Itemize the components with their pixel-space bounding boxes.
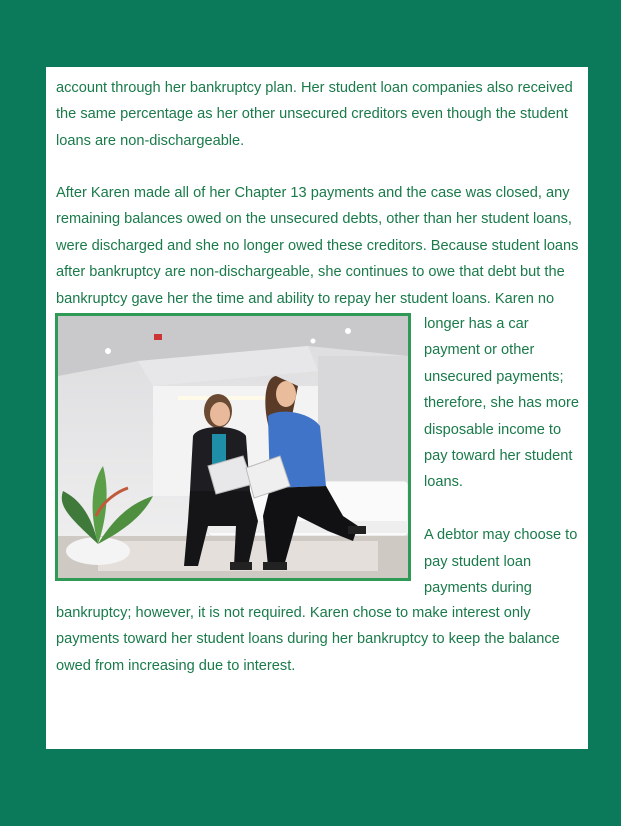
paragraph-1-line: loans are non-dischargeable.: [56, 132, 245, 149]
side-text-line: disposable income to: [424, 421, 562, 438]
right-edge-strip: [621, 0, 638, 826]
side-text-column: [424, 311, 579, 601]
two-women-reviewing-documents-photo: [55, 313, 411, 581]
photo-illustration: [58, 316, 408, 578]
side-text-line: payment or other: [424, 342, 535, 359]
side-text-line: A debtor may choose to: [424, 527, 578, 544]
paragraph-2-line: after bankruptcy are non-dischargeable, she continues to owe that debt but the: [56, 264, 565, 281]
paragraph-2-line: After Karen made all of her Chapter 13 payments and the case was closed, any: [56, 185, 570, 201]
paragraph-3-line: owed from increasing due to interest.: [56, 657, 296, 674]
paragraph-1: [56, 75, 584, 154]
paragraph-3-line: bankruptcy; however, it is not required. Karen chose to make interest only: [56, 605, 531, 621]
side-text-line: longer has a car: [424, 316, 529, 332]
paragraph-1-line: account through her bankruptcy plan. Her student loan companies also received: [56, 80, 573, 96]
side-text-line: loans.: [424, 474, 463, 491]
paragraph-1-line: the same percentage as her other unsecured creditors even though the student: [56, 106, 568, 123]
document-page: [46, 67, 588, 749]
side-text-line: unsecured payments;: [424, 368, 564, 385]
side-text-blank: [424, 496, 579, 522]
side-text-line: pay toward her student: [424, 447, 573, 464]
paragraph-2: [56, 180, 584, 312]
side-text-line: pay student loan: [424, 553, 532, 570]
paragraph-2-line: were discharged and she no longer owed these creditors. Because student loans: [56, 237, 579, 254]
paragraph-3: [56, 600, 584, 679]
paragraph-2-line: bankruptcy gave her the time and ability to repay her student loans. Karen no: [56, 290, 555, 307]
side-text-line: payments during: [424, 579, 532, 596]
side-text-line: therefore, she has more: [424, 395, 579, 412]
paragraph-2-line: remaining balances owed on the unsecured debts, other than her student loans,: [56, 211, 572, 228]
paragraph-3-line: payments toward her student loans during her bankruptcy to keep the balance: [56, 631, 560, 648]
